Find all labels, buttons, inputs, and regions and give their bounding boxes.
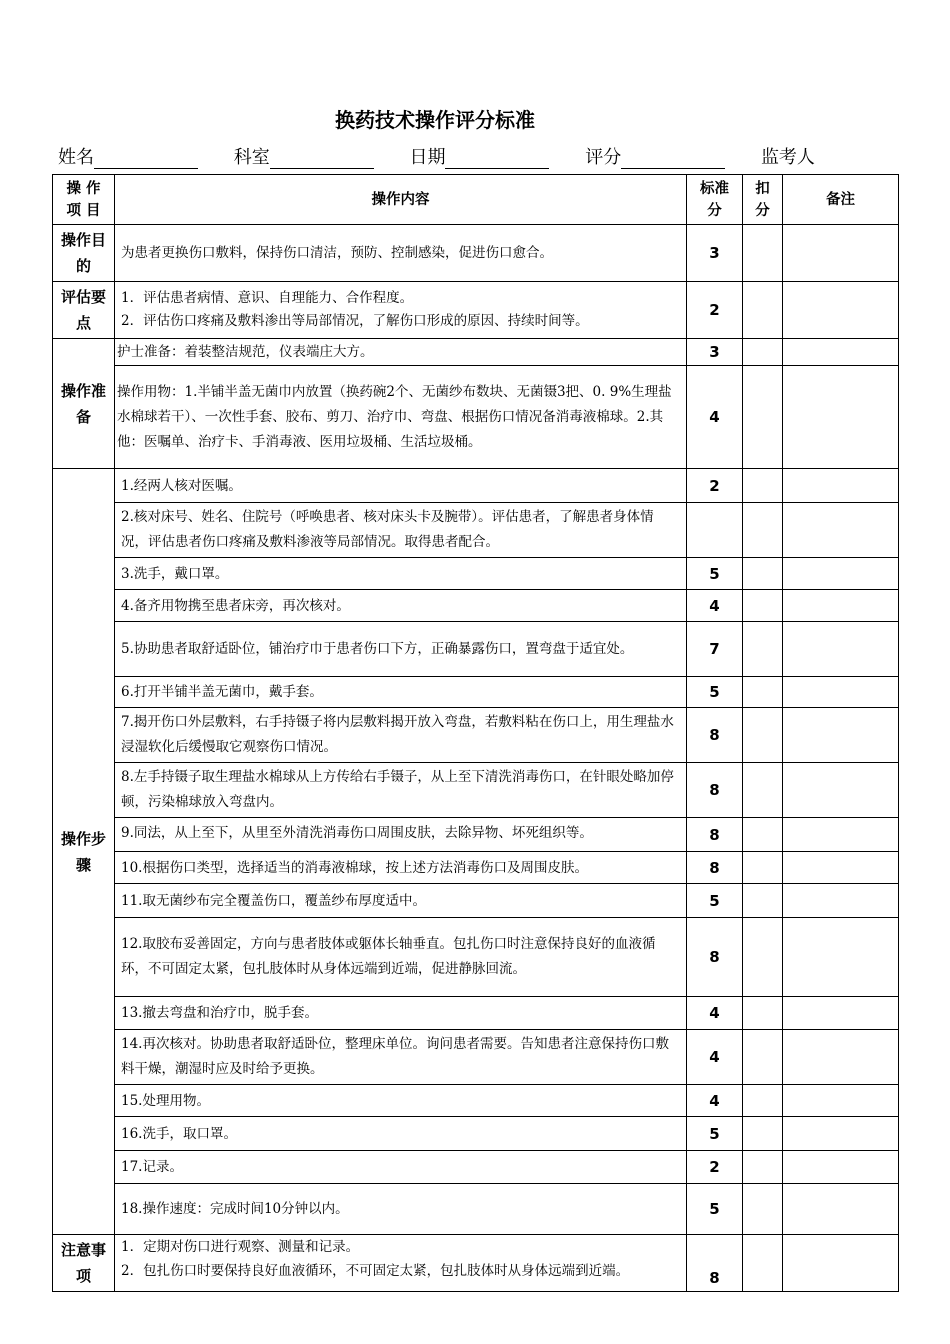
examinee-info-line: [58, 143, 845, 169]
date-field[interactable]: [409, 143, 549, 169]
note-cell[interactable]: [783, 1151, 899, 1184]
row-content: 6.打开半铺半盖无菌巾，戴手套。: [115, 677, 687, 708]
table-row: [53, 1184, 899, 1235]
row-content: 3.洗手，戴口罩。: [115, 558, 687, 590]
row-content: 10.根据伤口类型，选择适当的消毒液棉球，按上述方法消毒伤口及周围皮肤。: [115, 852, 687, 884]
note-cell[interactable]: [783, 818, 899, 852]
table-row: [53, 852, 899, 884]
name-label: 姓名: [58, 147, 94, 168]
row-content: 1．定期对伤口进行观察、测量和记录。 2．包扎伤口时要保持良好血液循环，不可固定太紧，包扎肢体时从身体远端到近端。: [121, 1239, 630, 1279]
row-content: 4.备齐用物携至患者床旁，再次核对。: [115, 590, 687, 622]
note-cell[interactable]: [783, 339, 899, 366]
deduct-cell[interactable]: [743, 590, 783, 622]
row-score: 8: [687, 1235, 743, 1292]
examiner-label: 监考人: [760, 147, 815, 168]
deduct-cell[interactable]: [743, 918, 783, 997]
row-content: 15.处理用物。: [115, 1085, 687, 1117]
table-row: [53, 1030, 899, 1085]
row-score: [687, 503, 743, 558]
row-score: 5: [687, 558, 743, 590]
row-content: 8.左手持镊子取生理盐水棉球从上方传给右手镊子，从上至下清洗消毒伤口，在针眼处略加停顿，污染棉球放入弯盘内。: [115, 763, 687, 818]
header-note: 备注: [783, 175, 899, 225]
note-cell[interactable]: [783, 677, 899, 708]
header-row: [53, 175, 899, 225]
note-cell[interactable]: [783, 225, 899, 282]
department-field[interactable]: [234, 143, 374, 169]
row-content: 1．评估患者病情、意识、自理能力、合作程度。 2．评估伤口疼痛及敷料渗出等局部情况，了解伤口形成的原因、持续时间等。: [115, 282, 687, 339]
table-row: [53, 503, 899, 558]
row-content: 16.洗手，取口罩。: [115, 1117, 687, 1151]
note-cell[interactable]: [783, 558, 899, 590]
table-row: [53, 282, 899, 339]
document-title: 换药技术操作评分标准: [335, 108, 535, 132]
deduct-cell[interactable]: [743, 1030, 783, 1085]
row-score: 3: [687, 339, 743, 366]
deduct-cell[interactable]: [743, 1117, 783, 1151]
name-field[interactable]: [58, 143, 198, 169]
table-row: [53, 708, 899, 763]
row-score: 5: [687, 884, 743, 918]
row-score: 4: [687, 1030, 743, 1085]
table-row: [53, 677, 899, 708]
table-row: [53, 818, 899, 852]
note-cell[interactable]: [783, 918, 899, 997]
row-content: 护士准备：着装整洁规范，仪表端庄大方。: [115, 339, 687, 366]
deduct-cell[interactable]: [743, 708, 783, 763]
score-label: 评分: [585, 147, 622, 168]
section-assess: 评估要点: [53, 282, 115, 339]
date-label: 日期: [409, 147, 446, 168]
table-row: [53, 622, 899, 677]
name-blank[interactable]: [94, 150, 198, 169]
deduct-cell[interactable]: [743, 997, 783, 1030]
deduct-cell[interactable]: [743, 818, 783, 852]
score-blank[interactable]: [621, 150, 725, 169]
table-row: [53, 1117, 899, 1151]
deduct-cell[interactable]: [743, 1151, 783, 1184]
row-score: 4: [687, 590, 743, 622]
deduct-cell[interactable]: [743, 366, 783, 469]
note-cell[interactable]: [783, 997, 899, 1030]
row-content: 17.记录。: [115, 1151, 687, 1184]
row-score: 5: [687, 1117, 743, 1151]
row-content: 18.操作速度：完成时间10分钟以内。: [115, 1184, 687, 1235]
header-score: 标准分: [687, 175, 743, 225]
row-score: 8: [687, 818, 743, 852]
date-blank[interactable]: [445, 150, 549, 169]
header-item: 操 作 项 目: [53, 175, 115, 225]
table-row: [53, 339, 899, 366]
note-cell[interactable]: [783, 622, 899, 677]
deduct-cell[interactable]: [743, 852, 783, 884]
scoring-table: [52, 174, 899, 1292]
note-cell[interactable]: [783, 884, 899, 918]
row-score: 5: [687, 677, 743, 708]
row-content: 操作用物：1.半铺半盖无菌巾内放置（换药碗2个、无菌纱布数块、无菌镊3把、0. 9%生理盐水棉球若干）、一次性手套、胶布、剪刀、治疗巾、弯盘、根据伤口情况备消毒液棉球。2.其他：医嘱单、治疗卡、手消毒液、医用垃圾桶、生活垃圾桶。: [115, 366, 687, 469]
row-content: 12.取胶布妥善固定，方向与患者肢体或躯体长轴垂直。包扎伤口时注意保持良好的血液循环，不可固定太紧，包扎肢体时从身体远端到近端，促进静脉回流。: [115, 918, 687, 997]
deduct-cell[interactable]: [743, 469, 783, 503]
table-row: [53, 763, 899, 818]
section-notes: 注意事项: [53, 1235, 115, 1292]
deduct-cell[interactable]: [743, 558, 783, 590]
row-score: 4: [687, 997, 743, 1030]
row-content: 为患者更换伤口敷料，保持伤口清洁，预防、控制感染，促进伤口愈合。: [115, 225, 687, 282]
note-cell[interactable]: [783, 852, 899, 884]
note-cell[interactable]: [783, 282, 899, 339]
deduct-cell[interactable]: [743, 282, 783, 339]
deduct-cell[interactable]: [743, 884, 783, 918]
row-content: 2.核对床号、姓名、住院号（呼唤患者、核对床头卡及腕带）。评估患者，了解患者身体情况，评估患者伤口疼痛及敷料渗液等局部情况。取得患者配合。: [115, 503, 687, 558]
note-cell[interactable]: [783, 1117, 899, 1151]
row-content: 13.撤去弯盘和治疗巾，脱手套。: [115, 997, 687, 1030]
row-content: 9.同法，从上至下，从里至外清洗消毒伤口周围皮肤，去除异物、坏死组织等。: [121, 824, 593, 841]
deduct-cell[interactable]: [743, 225, 783, 282]
table-row: [53, 225, 899, 282]
note-cell[interactable]: [783, 763, 899, 818]
deduct-cell[interactable]: [743, 503, 783, 558]
table-row: [53, 590, 899, 622]
section-prep: 操作准备: [53, 339, 115, 469]
row-score: 8: [687, 852, 743, 884]
department-blank[interactable]: [270, 150, 374, 169]
section-steps: 操作步骤: [53, 469, 115, 1235]
table-row: [53, 1235, 899, 1292]
table-row: [53, 469, 899, 503]
row-content: 5.协助患者取舒适卧位，铺治疗巾于患者伤口下方，正确暴露伤口，置弯盘于适宜处。: [115, 622, 687, 677]
row-score: 4: [687, 1085, 743, 1117]
note-cell[interactable]: [783, 1184, 899, 1235]
note-cell[interactable]: [783, 708, 899, 763]
row-score: 3: [687, 225, 743, 282]
row-score: 5: [687, 1184, 743, 1235]
row-score: 4: [687, 366, 743, 469]
deduct-cell[interactable]: [743, 339, 783, 366]
department-label: 科室: [233, 147, 270, 168]
note-cell[interactable]: [783, 590, 899, 622]
note-cell[interactable]: [783, 1085, 899, 1117]
header-deduct: 扣分: [743, 175, 783, 225]
row-score: 7: [687, 622, 743, 677]
row-content: 11.取无菌纱布完全覆盖伤口，覆盖纱布厚度适中。: [115, 884, 687, 918]
table-row: [53, 366, 899, 469]
deduct-cell[interactable]: [743, 763, 783, 818]
note-cell[interactable]: [783, 469, 899, 503]
note-cell[interactable]: [783, 1030, 899, 1085]
table-row: [53, 558, 899, 590]
section-purpose: 操作目的: [53, 225, 115, 282]
row-score: 2: [687, 469, 743, 503]
row-score: 8: [687, 763, 743, 818]
table-row: [53, 997, 899, 1030]
note-cell[interactable]: [783, 503, 899, 558]
deduct-cell[interactable]: [743, 677, 783, 708]
deduct-cell[interactable]: [743, 622, 783, 677]
deduct-cell[interactable]: [743, 1235, 783, 1292]
row-content: 1.经两人核对医嘱。: [115, 469, 687, 503]
row-score: 2: [687, 282, 743, 339]
deduct-cell[interactable]: [743, 1085, 783, 1117]
deduct-cell[interactable]: [743, 1184, 783, 1235]
note-cell[interactable]: [783, 1235, 899, 1292]
score-field[interactable]: [585, 143, 725, 169]
table-row: [53, 1151, 899, 1184]
row-content: 7.揭开伤口外层敷料，右手持镊子将内层敷料揭开放入弯盘，若敷料粘在伤口上，用生理盐水浸湿软化后缓慢取它观察伤口情况。: [115, 708, 687, 763]
table-row: [53, 918, 899, 997]
examiner-field: [761, 143, 815, 169]
row-score: 8: [687, 918, 743, 997]
header-content: 操作内容: [115, 175, 687, 225]
table-row: [53, 884, 899, 918]
table-row: [53, 1085, 899, 1117]
row-content: 14.再次核对。协助患者取舒适卧位，整理床单位。询问患者需要。告知患者注意保持伤口敷料干燥，潮湿时应及时给予更换。: [115, 1030, 687, 1085]
row-score: 8: [687, 708, 743, 763]
row-score: 2: [687, 1151, 743, 1184]
note-cell[interactable]: [783, 366, 899, 469]
